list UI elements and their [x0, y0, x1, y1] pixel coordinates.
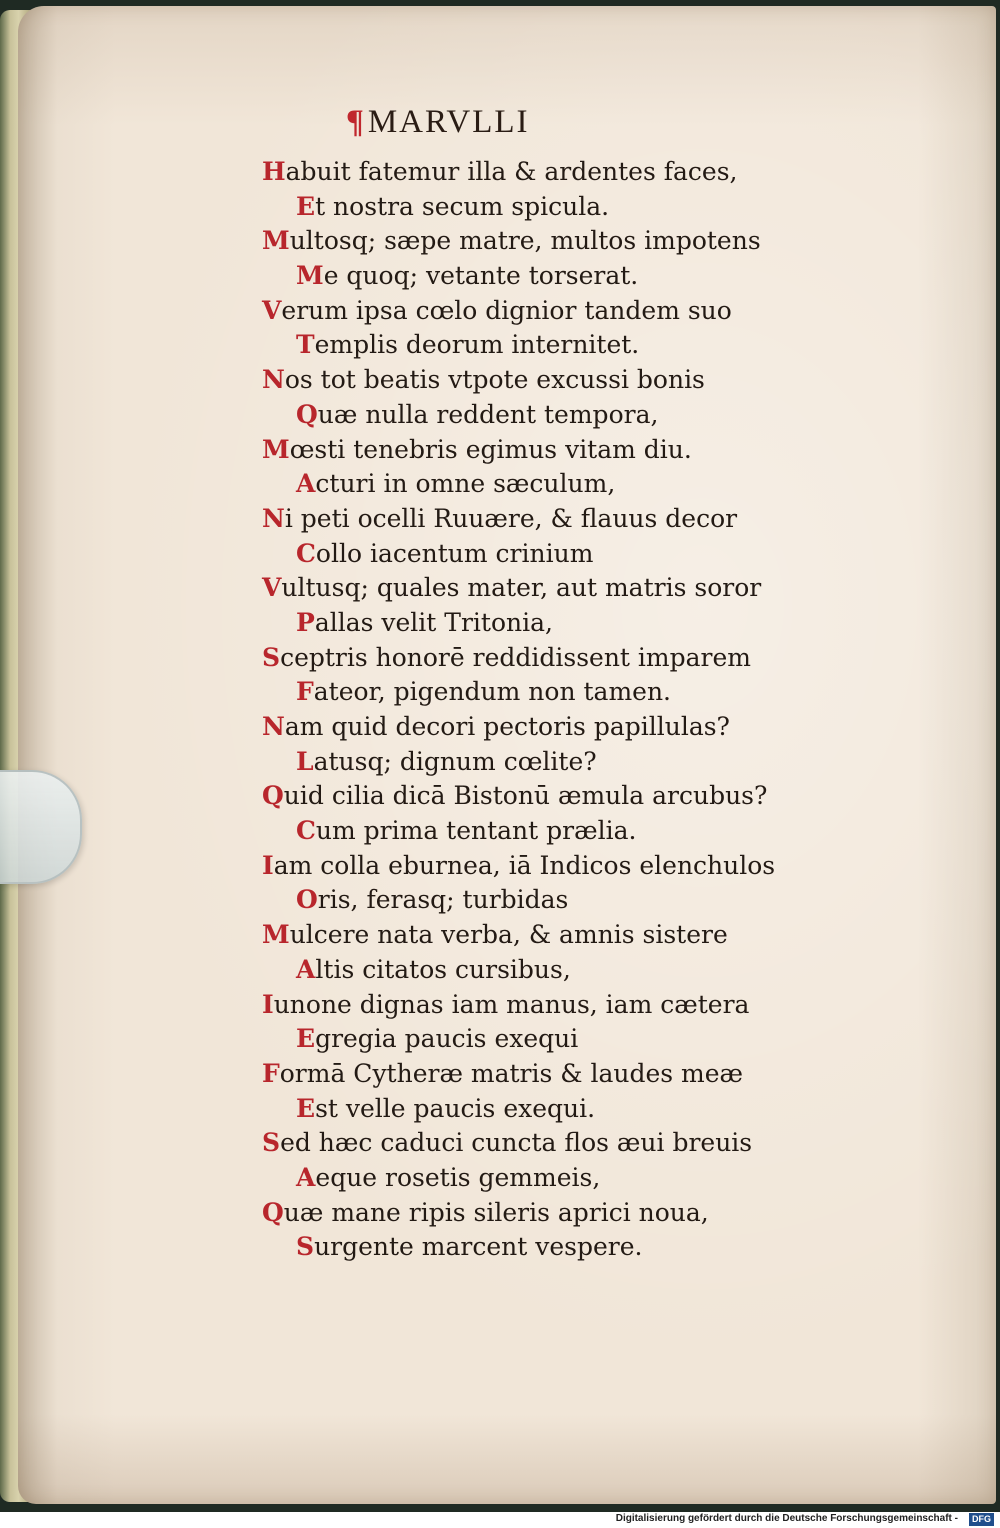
rubricated-initial: P [296, 607, 315, 637]
poem-line [262, 710, 822, 745]
line-text: ultusq; quales mater, aut matris soror [281, 573, 762, 603]
poem-line [262, 398, 822, 433]
line-text: uid cilia dicā Bistonū æmula arcubus? [283, 781, 768, 811]
line-text: i peti ocelli Ruuære, & flauus decor [284, 503, 738, 533]
line-text: abuit fatemur illa & ardentes faces, [285, 157, 738, 186]
rubricated-initial: E [296, 1024, 316, 1054]
rubricated-initial: E [296, 1093, 316, 1123]
line-text: ateor, pigendum non tamen. [313, 677, 672, 707]
rubricated-initial: S [296, 1232, 315, 1262]
poem-line [262, 259, 822, 294]
poem-line [262, 606, 822, 641]
rubricated-initial: A [296, 954, 316, 984]
line-text: ollo iacentum crinium [315, 538, 594, 568]
poem-line [262, 1230, 822, 1265]
poem-line [262, 224, 822, 259]
poem-line [262, 294, 822, 329]
line-text: um prima tentant prælia. [315, 816, 637, 846]
rubricated-initial: Q [262, 1197, 284, 1227]
poem-line [262, 675, 822, 710]
rubricated-initial: A [296, 469, 316, 499]
poem-line [262, 1092, 822, 1127]
line-text: erum ipsa cœlo dignior tandem suo [281, 295, 732, 325]
rubricated-initial: M [262, 226, 290, 256]
poem-line [262, 953, 822, 988]
pilcrow-mark: ¶ [346, 104, 366, 140]
rubricated-initial: E [296, 191, 316, 221]
dfg-logo: DFG [969, 1513, 994, 1526]
poem-line [262, 988, 822, 1023]
rubricated-initial: F [296, 677, 314, 707]
line-text: urgente marcent vespere. [314, 1232, 643, 1262]
poem-line [262, 155, 822, 190]
poem-line [262, 1126, 822, 1161]
poem-line [262, 849, 822, 884]
line-text: am quid decori pectoris papillulas? [284, 712, 730, 741]
poem-line [262, 502, 822, 537]
line-text: œsti tenebris egimus vitam diu. [289, 434, 692, 464]
line-text: atusq; dignum cœlite? [313, 746, 597, 776]
line-text: e quoq; vetante torserat. [323, 261, 639, 291]
rubricated-initial: F [262, 1058, 280, 1088]
poem-line [262, 1161, 822, 1196]
rubricated-initial: V [262, 573, 282, 603]
line-text: cturi in omne sæculum, [315, 469, 616, 499]
line-text: ormā Cytheræ matris & laudes meæ [279, 1058, 744, 1088]
line-text: am colla eburnea, iā Indicos elenchulos [273, 850, 776, 880]
line-text: allas velit Tritonia, [314, 607, 553, 637]
rubricated-initial: Q [296, 399, 318, 429]
poem-line [262, 363, 822, 398]
line-text: unone dignas iam manus, iam cætera [273, 989, 750, 1019]
rubricated-initial: C [296, 538, 316, 568]
rubricated-initial: M [262, 434, 290, 464]
poem-line [262, 745, 822, 780]
poem-line [262, 1057, 822, 1092]
line-text: ulcere nata verba, & amnis sistere [289, 920, 728, 950]
poem-line [262, 883, 822, 918]
rubricated-initial: S [262, 1128, 281, 1158]
poem-line [262, 641, 822, 676]
line-text: ceptris honorē reddidissent imparem [280, 642, 751, 672]
poem-line [262, 918, 822, 953]
line-text: ltis citatos cursibus, [315, 954, 571, 984]
rubricated-initial: S [262, 642, 281, 672]
poem-line [262, 467, 822, 502]
rubricated-initial: V [262, 295, 282, 325]
line-text: ultosq; sæpe matre, multos impotens [289, 226, 761, 256]
poem-line [262, 328, 822, 363]
poem-line [262, 433, 822, 468]
line-text: t nostra secum spicula. [315, 191, 610, 221]
rubricated-initial: O [296, 885, 318, 915]
poem-line [262, 190, 822, 225]
rubricated-initial: Q [262, 781, 284, 811]
rubricated-initial: N [262, 503, 285, 533]
line-text: uæ nulla reddent tempora, [317, 399, 659, 429]
poem-line [262, 571, 822, 606]
line-text: os tot beatis vtpote excussi bonis [284, 365, 705, 395]
rubricated-initial: I [262, 989, 274, 1019]
rubricated-initial: A [296, 1162, 316, 1192]
poem-line [262, 537, 822, 572]
digitization-credit: Digitalisierung gefördert durch die Deutsche Forschungsgemeinschaft - [615, 1513, 958, 1524]
running-header [346, 104, 530, 141]
line-text: eque rosetis gemmeis, [315, 1162, 601, 1192]
line-text: uæ mane ripis sileris aprici noua, [283, 1197, 709, 1227]
rubricated-initial: M [296, 261, 324, 291]
header-title: MARVLLI [367, 104, 530, 140]
rubricated-initial: L [296, 746, 314, 776]
line-text: ris, ferasq; turbidas [317, 885, 569, 915]
line-text: ed hæc caduci cuncta flos æui breuis [280, 1128, 753, 1158]
rubricated-initial: N [262, 712, 285, 741]
rubricated-initial: N [262, 365, 285, 395]
rubricated-initial: I [262, 850, 274, 880]
poem-line [262, 1196, 822, 1231]
poem-line [262, 779, 822, 814]
poem-line [262, 814, 822, 849]
line-text: st velle paucis exequi. [315, 1093, 596, 1123]
rubricated-initial: M [262, 920, 290, 950]
rubricated-initial: T [296, 330, 315, 360]
rubricated-initial: C [296, 816, 316, 846]
poem-text [262, 155, 822, 1265]
line-text: emplis deorum internitet. [314, 330, 640, 360]
rubricated-initial: H [262, 157, 286, 186]
poem-line [262, 1022, 822, 1057]
line-text: gregia paucis exequi [315, 1024, 579, 1054]
